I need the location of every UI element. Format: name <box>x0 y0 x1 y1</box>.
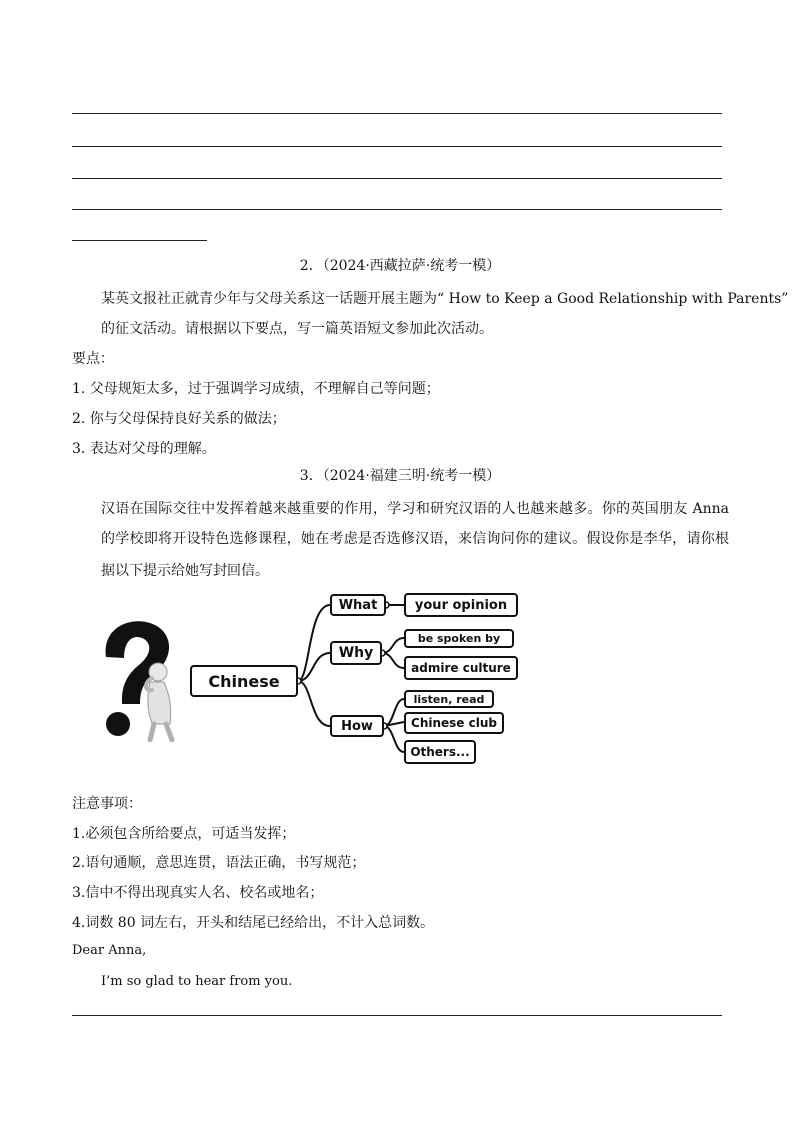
q2-point-1: 1. 父母规矩太多，过于强调学习成绩，不理解自己等问题； <box>72 381 440 397</box>
q3-note-2: 2.语句通顺，意思连贯，语法正确，书写规范； <box>72 855 366 871</box>
answer-line-short <box>72 240 207 241</box>
q2-paragraph-line-2: 的征文活动。请根据以下要点，写一篇英语短文参加此次活动。 <box>101 321 493 337</box>
q3-notes-title: 注意事项： <box>72 796 142 812</box>
q3-paragraph-line-3: 据以下提示给她写封回信。 <box>101 563 269 579</box>
mindmap-node-what: What <box>330 594 386 616</box>
q3-note-4: 4.词数 80 词左右，开头和结尾已经给出，不计入总词数。 <box>72 915 435 931</box>
q2-heading: 2．（2024·西藏拉萨·统考一模） <box>299 258 501 274</box>
mindmap-node-how: How <box>330 715 384 737</box>
mindmap-node-why: Why <box>330 641 382 665</box>
writing-line <box>72 1015 722 1016</box>
mindmap-node-center: Chinese <box>190 665 298 697</box>
answer-line-2 <box>72 146 722 147</box>
mindmap-node-your-opinion: your opinion <box>404 593 518 617</box>
answer-line-1 <box>72 113 722 114</box>
mindmap-node-chinese-club: Chinese club <box>404 712 504 734</box>
q3-heading: 3．（2024·福建三明·统考一模） <box>299 468 501 484</box>
q3-paragraph-line-1: 汉语在国际交往中发挥着越来越重要的作用，学习和研究汉语的人也越来越多。你的英国朋友 Anna <box>101 501 729 517</box>
mindmap-node-listen-read: listen, read <box>404 690 494 708</box>
q2-points-title: 要点： <box>72 351 114 367</box>
mind-map <box>88 585 528 775</box>
q3-paragraph-line-2: 的学校即将开设特色选修课程，她在考虑是否选修汉语，来信询问你的建议。假设你是李华，请你根 <box>101 531 729 547</box>
answer-line-3 <box>72 178 722 179</box>
mindmap-node-admire-culture: admire culture <box>404 656 518 680</box>
answer-line-4 <box>72 209 722 210</box>
q3-note-3: 3.信中不得出现真实人名、校名或地名； <box>72 885 324 901</box>
q2-paragraph-line-1: 某英文报社正就青少年与父母关系这一话题开展主题为“ How to Keep a Good Relationship with Parents” <box>101 291 789 307</box>
letter-opening: I’m so glad to hear from you. <box>101 974 293 989</box>
letter-salutation: Dear Anna, <box>72 943 147 958</box>
q2-point-3: 3. 表达对父母的理解。 <box>72 441 216 457</box>
q3-note-1: 1.必须包含所给要点，可适当发挥； <box>72 826 296 842</box>
mindmap-node-be-spoken-by: be spoken by <box>404 629 514 648</box>
q2-point-2: 2. 你与父母保持良好关系的做法； <box>72 411 286 427</box>
mindmap-node-others: Others... <box>404 740 476 764</box>
